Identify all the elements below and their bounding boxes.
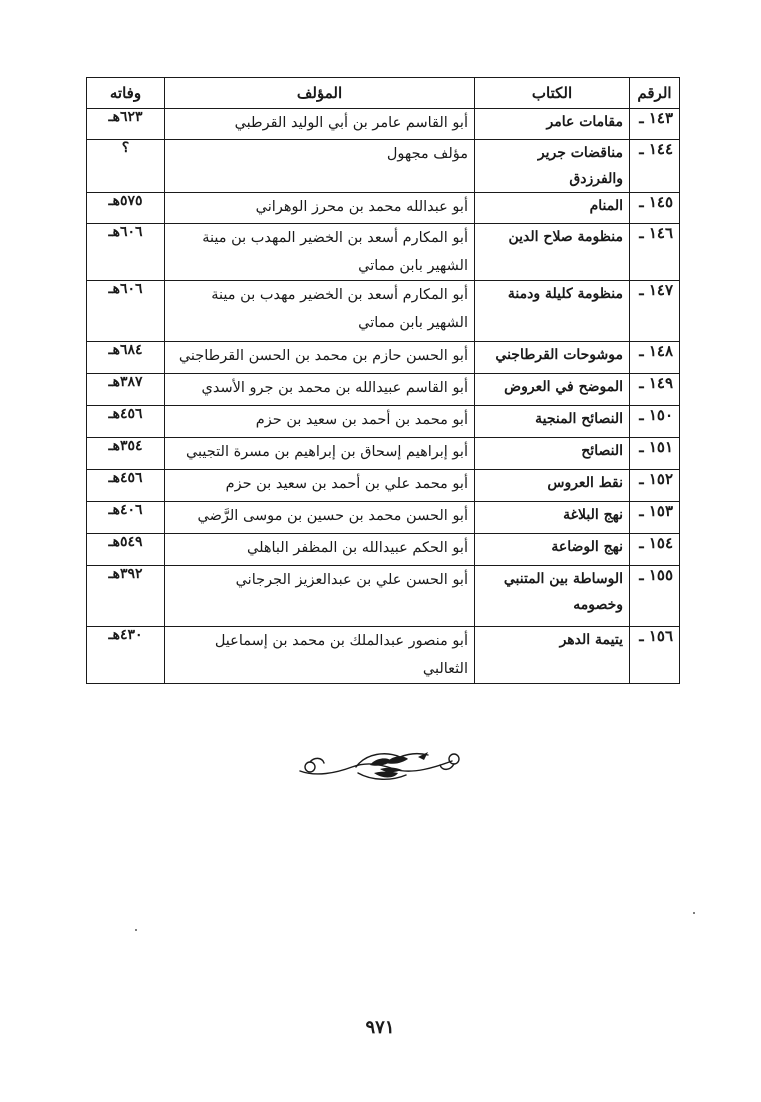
- row-number: ١٥٣ ـ: [630, 502, 680, 534]
- row-number: ١٤٥ ـ: [630, 193, 680, 224]
- page-number: ٩٧١: [365, 1017, 395, 1038]
- table-row: [87, 109, 680, 140]
- floral-divider-icon: [296, 743, 468, 787]
- row-author: أبو الحسن محمد بن حسين بن موسى الرَّضي: [165, 502, 475, 534]
- row-book: النصائح المنجية: [475, 406, 630, 438]
- table-row: [87, 193, 680, 224]
- row-death: ٦٠٦هـ: [87, 281, 165, 342]
- table-row: [87, 566, 680, 627]
- table-row: [87, 140, 680, 193]
- header-author: المؤلف: [165, 78, 475, 109]
- row-number: ١٤٤ ـ: [630, 140, 680, 193]
- header-death: وفاته: [87, 78, 165, 109]
- row-book: نهج البلاغة: [475, 502, 630, 534]
- row-book: النصائح: [475, 438, 630, 470]
- row-book: الموضح في العروض: [475, 374, 630, 406]
- row-author: أبو القاسم عبيدالله بن محمد بن جرو الأسدي: [165, 374, 475, 406]
- row-author: أبو عبدالله محمد بن محرز الوهراني: [165, 193, 475, 224]
- table-row: [87, 406, 680, 438]
- books-table: [86, 77, 680, 684]
- row-author: أبو الحكم عبيدالله بن المظفر الباهلي: [165, 534, 475, 566]
- row-author: أبو منصور عبدالملك بن محمد بن إسماعيل الثعالبي: [165, 627, 475, 684]
- row-death: ٣٨٧هـ: [87, 374, 165, 406]
- header-book: الكتاب: [475, 78, 630, 109]
- row-book: مقامات عامر: [475, 109, 630, 140]
- header-number: الرقم: [630, 78, 680, 109]
- row-author: مؤلف مجهول: [165, 140, 475, 193]
- row-number: ١٤٦ ـ: [630, 224, 680, 281]
- paper-speck: [693, 912, 695, 914]
- table-row: [87, 627, 680, 684]
- row-book: موشوحات القرطاجني: [475, 342, 630, 374]
- row-death: ٤٠٦هـ: [87, 502, 165, 534]
- row-death: ٥٤٩هـ: [87, 534, 165, 566]
- row-death: ٤٣٠هـ: [87, 627, 165, 684]
- row-author: أبو محمد علي بن أحمد بن سعيد بن حزم: [165, 470, 475, 502]
- table-row: [87, 534, 680, 566]
- table-row: [87, 224, 680, 281]
- row-author: أبو إبراهيم إسحاق بن إبراهيم بن مسرة التجيبي: [165, 438, 475, 470]
- row-number: ١٥١ ـ: [630, 438, 680, 470]
- table-row: [87, 374, 680, 406]
- row-death: ٣٩٢هـ: [87, 566, 165, 627]
- row-number: ١٥٦ ـ: [630, 627, 680, 684]
- row-number: ١٤٧ ـ: [630, 281, 680, 342]
- row-death: ؟: [87, 140, 165, 193]
- row-book: الوساطة بين المتنبي وخصومه: [475, 566, 630, 627]
- row-death: ٦٠٦هـ: [87, 224, 165, 281]
- row-number: ١٥٠ ـ: [630, 406, 680, 438]
- row-author: أبو المكارم أسعد بن الخضير المهدب بن مينة الشهير بابن مماتي: [165, 224, 475, 281]
- row-author: أبو المكارم أسعد بن الخضير مهدب بن مينة الشهير بابن مماتي: [165, 281, 475, 342]
- row-author: أبو القاسم عامر بن أبي الوليد القرطبي: [165, 109, 475, 140]
- row-death: ٤٥٦هـ: [87, 406, 165, 438]
- row-number: ١٥٢ ـ: [630, 470, 680, 502]
- row-death: ٣٥٤هـ: [87, 438, 165, 470]
- table-header-row: [87, 78, 680, 109]
- row-number: ١٥٥ ـ: [630, 566, 680, 627]
- row-book: منظومة صلاح الدين: [475, 224, 630, 281]
- row-author: أبو محمد بن أحمد بن سعيد بن حزم: [165, 406, 475, 438]
- table-row: [87, 281, 680, 342]
- table-row: [87, 502, 680, 534]
- row-author: أبو الحسن حازم بن محمد بن الحسن القرطاجني: [165, 342, 475, 374]
- table-row: [87, 342, 680, 374]
- row-death: ٦٨٤هـ: [87, 342, 165, 374]
- row-book: نهج الوضاعة: [475, 534, 630, 566]
- row-number: ١٤٩ ـ: [630, 374, 680, 406]
- row-number: ١٤٣ ـ: [630, 109, 680, 140]
- row-death: ٦٢٣هـ: [87, 109, 165, 140]
- row-number: ١٥٤ ـ: [630, 534, 680, 566]
- row-book: مناقضات جرير والفرزدق: [475, 140, 630, 193]
- row-book: نقط العروس: [475, 470, 630, 502]
- table-row: [87, 470, 680, 502]
- row-book: يتيمة الدهر: [475, 627, 630, 684]
- paper-speck: [135, 929, 137, 931]
- row-death: ٤٥٦هـ: [87, 470, 165, 502]
- table-row: [87, 438, 680, 470]
- row-number: ١٤٨ ـ: [630, 342, 680, 374]
- row-author: أبو الحسن علي بن عبدالعزيز الجرجاني: [165, 566, 475, 627]
- row-book: المنام: [475, 193, 630, 224]
- row-book: منظومة كليلة ودمنة: [475, 281, 630, 342]
- row-death: ٥٧٥هـ: [87, 193, 165, 224]
